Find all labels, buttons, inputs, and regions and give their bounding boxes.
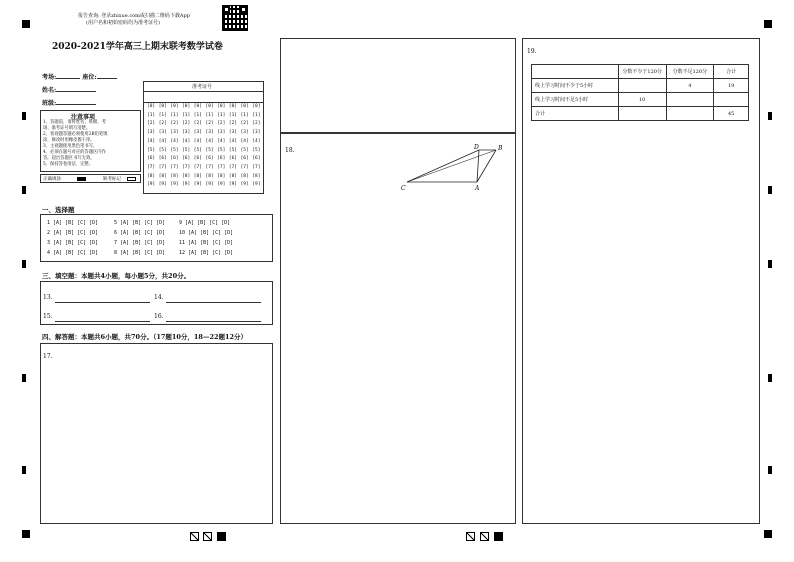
- exam-id-bubble[interactable]: [4]: [193, 138, 202, 144]
- name-field[interactable]: [42, 85, 96, 94]
- timing-mark: [22, 186, 26, 194]
- exam-id-bubble[interactable]: [8]: [240, 173, 249, 179]
- exam-id-bubble[interactable]: [9]: [205, 182, 214, 188]
- fill-answer-box: [40, 281, 273, 325]
- timing-mark: [768, 374, 772, 382]
- exam-id-bubble[interactable]: [2]: [182, 121, 191, 127]
- page-code-block: [494, 532, 503, 541]
- timing-mark: [22, 466, 26, 474]
- table-header-row: [532, 65, 749, 79]
- notes-line: 答，超出答题区书写无效。: [43, 156, 95, 161]
- exam-id-bubble[interactable]: [2]: [193, 121, 202, 127]
- exam-id-bubble[interactable]: [4]: [205, 138, 214, 144]
- exam-id-bubble[interactable]: [6]: [252, 156, 261, 162]
- exam-id-bubble[interactable]: [4]: [170, 138, 179, 144]
- table-cell: [714, 93, 749, 107]
- section-solve-title: 四、解答题：本题共6小题，共70分。（17题10分，18—22题12分）: [42, 333, 248, 341]
- exam-id-bubble[interactable]: [7]: [170, 164, 179, 170]
- table-cell: 4: [666, 79, 714, 93]
- table-cell: 线上学习时间不足5小时: [532, 93, 619, 107]
- q18-answer-box[interactable]: [280, 133, 516, 524]
- exam-id-bubble[interactable]: [2]: [217, 121, 226, 127]
- point-b-label: B: [498, 145, 503, 152]
- exam-id-bubble[interactable]: [5]: [147, 147, 156, 153]
- exam-id-bubble[interactable]: [1]: [182, 112, 191, 118]
- exam-id-grid: [143, 81, 264, 194]
- table-row: [532, 93, 749, 107]
- exam-id-bubble[interactable]: [1]: [217, 112, 226, 118]
- exam-id-bubble[interactable]: [4]: [217, 138, 226, 144]
- choice-question-row[interactable]: 7 [A] [B] [C] [D]: [114, 240, 166, 246]
- exam-id-bubble[interactable]: [4]: [240, 138, 249, 144]
- q17-answer-box[interactable]: [40, 343, 273, 524]
- exam-id-bubble[interactable]: [6]: [228, 156, 238, 162]
- exam-id-bubble[interactable]: [1]: [147, 112, 156, 118]
- table-row: [532, 79, 749, 93]
- exam-id-bubble[interactable]: [1]: [193, 112, 202, 118]
- choice-question-row[interactable]: 3 [A] [B] [C] [D]: [47, 240, 99, 246]
- page-code-slash-icon: [466, 532, 475, 541]
- notes-list: [43, 120, 107, 168]
- exam-id-bubble[interactable]: [6]: [240, 156, 249, 162]
- exam-id-bubble[interactable]: [3]: [205, 130, 214, 136]
- timing-mark: [22, 112, 26, 120]
- choice-question-row[interactable]: 4 [A] [B] [C] [D]: [47, 250, 99, 256]
- q15-answer-line[interactable]: [55, 321, 150, 322]
- exam-id-bubble[interactable]: [9]: [182, 182, 191, 188]
- notes-line: 5、保持答卷清洁、完整。: [43, 162, 93, 167]
- timing-mark: [22, 374, 26, 382]
- notes-line: 3、主观题使用黑色笔书写。: [43, 144, 98, 149]
- exam-id-bubble[interactable]: [2]: [170, 121, 179, 127]
- q18-label: 18.: [285, 147, 295, 154]
- exam-id-bubble[interactable]: [6]: [217, 156, 226, 162]
- choice-question-row[interactable]: 6 [A] [B] [C] [D]: [114, 230, 166, 236]
- exam-id-bubble[interactable]: [7]: [228, 164, 238, 170]
- exam-id-bubble[interactable]: [8]: [228, 173, 238, 179]
- timing-mark: [768, 186, 772, 194]
- q17-continued-box[interactable]: [280, 38, 516, 133]
- exam-id-bubble[interactable]: [0]: [182, 104, 191, 109]
- q19-contingency-table: [531, 64, 749, 121]
- corner-mark-tl: [22, 20, 30, 28]
- timing-mark: [768, 466, 772, 474]
- q16-answer-line[interactable]: [166, 321, 261, 322]
- correct-fill-label: 正确填涂: [43, 177, 61, 182]
- exam-id-bubble[interactable]: [2]: [147, 121, 156, 127]
- exam-id-bubble[interactable]: [9]: [147, 182, 156, 188]
- exam-id-bubble[interactable]: [7]: [217, 164, 226, 170]
- exam-id-bubble[interactable]: [3]: [147, 130, 156, 136]
- table-cell: 19: [714, 79, 749, 93]
- exam-id-bubble[interactable]: [1]: [240, 112, 249, 118]
- exam-id-bubbles: [144, 82, 263, 193]
- exam-id-bubble[interactable]: [0]: [193, 104, 202, 109]
- exam-id-bubble[interactable]: [4]: [228, 138, 238, 144]
- page-code-block: [217, 532, 226, 541]
- q13-label: 13.: [43, 294, 53, 301]
- exam-id-bubble[interactable]: [8]: [252, 173, 261, 179]
- exam-id-bubble[interactable]: [7]: [147, 164, 156, 170]
- table-cell: 线上学习时间不少于5小时: [532, 79, 619, 93]
- table-header-cell: 分数不少于120分: [618, 65, 666, 79]
- exam-id-bubble[interactable]: [7]: [182, 164, 191, 170]
- exam-id-bubble[interactable]: [0]: [170, 104, 179, 109]
- exam-id-bubble[interactable]: [8]: [147, 173, 156, 179]
- exam-id-bubble[interactable]: [8]: [158, 173, 167, 179]
- exam-id-bubble[interactable]: [6]: [193, 156, 202, 162]
- exam-id-bubble[interactable]: [8]: [182, 173, 191, 179]
- timing-mark: [22, 260, 26, 268]
- q19-answer-box[interactable]: [522, 38, 760, 524]
- exam-id-bubble[interactable]: [6]: [205, 156, 214, 162]
- table-cell: [666, 107, 714, 121]
- seat-label: 座位:: [82, 74, 97, 81]
- q18-triangle-figure: [399, 142, 509, 192]
- exam-id-bubble[interactable]: [4]: [147, 138, 156, 144]
- table-cell: [618, 79, 666, 93]
- choice-answer-box: [40, 214, 273, 262]
- exam-id-bubble[interactable]: [0]: [147, 104, 156, 109]
- exam-id-bubble[interactable]: [9]: [217, 182, 226, 188]
- exam-id-bubble[interactable]: [9]: [228, 182, 238, 188]
- choice-question-row[interactable]: 10 [A] [B] [C] [D]: [179, 230, 234, 236]
- exam-id-bubble[interactable]: [3]: [158, 130, 167, 136]
- corner-mark-tr: [764, 20, 772, 28]
- exam-id-bubble[interactable]: [0]: [252, 104, 261, 109]
- exam-id-bubble[interactable]: [6]: [158, 156, 167, 162]
- exam-id-bubble[interactable]: [5]: [217, 147, 226, 153]
- exam-id-bubble[interactable]: [1]: [228, 112, 238, 118]
- exam-id-bubble[interactable]: [5]: [170, 147, 179, 153]
- absent-mark-label: 缺考标记: [103, 177, 121, 182]
- class-label: 班级:: [42, 100, 57, 107]
- section-fill-title: 三、填空题：本题共4小题，每小题5分，共20分。: [42, 272, 191, 280]
- exam-id-bubble[interactable]: [1]: [158, 112, 167, 118]
- exam-id-bubble[interactable]: [5]: [193, 147, 202, 153]
- exam-id-bubble[interactable]: [5]: [158, 147, 167, 153]
- exam-id-bubble[interactable]: [7]: [252, 164, 261, 170]
- exam-id-bubble[interactable]: [3]: [240, 130, 249, 136]
- choice-question-row[interactable]: 8 [A] [B] [C] [D]: [114, 250, 166, 256]
- point-c-label: C: [401, 185, 406, 192]
- point-d-label: D: [474, 144, 479, 151]
- exam-id-bubble[interactable]: [2]: [205, 121, 214, 127]
- exam-id-bubble[interactable]: [5]: [182, 147, 191, 153]
- timing-mark: [768, 260, 772, 268]
- exam-id-bubble[interactable]: [5]: [252, 147, 261, 153]
- page-code-slash-icon: [480, 532, 489, 541]
- table-cell: 合计: [532, 107, 619, 121]
- q13-answer-line[interactable]: [55, 302, 150, 303]
- choice-question-row[interactable]: 12 [A] [B] [C] [D]: [179, 250, 234, 256]
- exam-id-bubble[interactable]: [3]: [228, 130, 238, 136]
- table-cell: [618, 107, 666, 121]
- exam-id-bubble[interactable]: [8]: [170, 173, 179, 179]
- exam-id-title: 准考证号: [192, 84, 213, 90]
- exam-id-bubble[interactable]: [9]: [240, 182, 249, 188]
- class-field[interactable]: [42, 98, 96, 107]
- exam-id-bubble[interactable]: [1]: [205, 112, 214, 118]
- choice-question-row[interactable]: 2 [A] [B] [C] [D]: [47, 230, 99, 236]
- choice-question-row[interactable]: 1 [A] [B] [C] [D]: [47, 220, 99, 226]
- exam-room-label: 考场:: [42, 74, 57, 81]
- exam-id-bubble[interactable]: [7]: [240, 164, 249, 170]
- exam-id-bubble[interactable]: [9]: [158, 182, 167, 188]
- exam-id-bubble[interactable]: [6]: [147, 156, 156, 162]
- notes-line: 1、答题前，请将姓名、班级、考: [43, 120, 106, 125]
- notes-line: 场、准考证号填写清楚。: [43, 126, 91, 131]
- choice-question-row[interactable]: 9 [A] [B] [C] [D]: [179, 220, 231, 226]
- notes-line: 涂，修改时用橡皮擦干净。: [43, 138, 95, 143]
- exam-id-bubble[interactable]: [7]: [158, 164, 167, 170]
- fill-legend: [40, 174, 141, 183]
- timing-mark: [768, 112, 772, 120]
- exam-id-bubble[interactable]: [5]: [205, 147, 214, 153]
- q16-label: 16.: [154, 313, 164, 320]
- exam-id-bubble[interactable]: [6]: [170, 156, 179, 162]
- exam-id-bubble[interactable]: [3]: [252, 130, 261, 136]
- choice-question-row[interactable]: 11 [A] [B] [C] [D]: [179, 240, 234, 246]
- exam-id-bubble[interactable]: [1]: [170, 112, 179, 118]
- exam-id-bubble[interactable]: [0]: [240, 104, 249, 109]
- table-header-cell: 合计: [714, 65, 749, 79]
- corner-mark-br: [764, 530, 772, 538]
- name-label: 姓名:: [42, 87, 57, 94]
- exam-id-bubble[interactable]: [2]: [228, 121, 238, 127]
- page-code-slash-icon: [190, 532, 199, 541]
- corner-mark-bl: [22, 530, 30, 538]
- exam-id-bubble[interactable]: [9]: [170, 182, 179, 188]
- table-header-cell: [532, 65, 619, 79]
- notes-line: 2、客观题答题必须使用2B铅笔填: [43, 132, 108, 137]
- exam-id-bubble[interactable]: [0]: [158, 104, 167, 109]
- exam-id-bubble[interactable]: [3]: [217, 130, 226, 136]
- notes-title: 注意事项: [71, 114, 96, 121]
- section-choice-title: 一、选择题: [42, 206, 75, 214]
- exam-id-bubble[interactable]: [2]: [158, 121, 167, 127]
- table-cell: 45: [714, 107, 749, 121]
- exam-id-bubble[interactable]: [7]: [193, 164, 202, 170]
- exam-room-field[interactable]: [42, 72, 142, 81]
- exam-id-bubble[interactable]: [0]: [228, 104, 238, 109]
- table-cell: [666, 93, 714, 107]
- page-title: 2020-2021学年高三上期末联考数学试卷: [52, 42, 223, 52]
- exam-id-bubble[interactable]: [8]: [193, 173, 202, 179]
- absent-mark-checkbox[interactable]: [127, 177, 136, 181]
- exam-id-bubble[interactable]: [0]: [217, 104, 226, 109]
- password-notice: (用户名和初始密码均为准考证号): [86, 20, 160, 26]
- exam-id-bubble[interactable]: [9]: [193, 182, 202, 188]
- table-cell: 10: [618, 93, 666, 107]
- report-notice: 报告查询: 登录zhixue.com或扫描二维码下载App: [78, 13, 190, 19]
- exam-id-bubble[interactable]: [5]: [228, 147, 238, 153]
- qr-code-icon: [222, 5, 248, 31]
- exam-id-bubble[interactable]: [4]: [252, 138, 261, 144]
- exam-id-bubble[interactable]: [3]: [170, 130, 179, 136]
- notes-box: [40, 110, 141, 172]
- exam-id-bubble[interactable]: [3]: [182, 130, 191, 136]
- exam-id-bubble[interactable]: [8]: [217, 173, 226, 179]
- exam-id-bubble[interactable]: [7]: [205, 164, 214, 170]
- exam-id-bubble[interactable]: [4]: [182, 138, 191, 144]
- exam-id-bubble[interactable]: [8]: [205, 173, 214, 179]
- choice-question-row[interactable]: 5 [A] [B] [C] [D]: [114, 220, 166, 226]
- table-header-cell: 分数不足120分: [666, 65, 714, 79]
- q17-label: 17.: [43, 353, 53, 360]
- point-a-label: A: [475, 185, 480, 192]
- exam-id-bubble[interactable]: [0]: [205, 104, 214, 109]
- q14-label: 14.: [154, 294, 164, 301]
- notes-line: 4、必须在题号对应的答题区内作: [43, 150, 106, 155]
- q14-answer-line[interactable]: [166, 302, 261, 303]
- exam-id-bubble[interactable]: [4]: [158, 138, 167, 144]
- q15-label: 15.: [43, 313, 53, 320]
- exam-id-bubble[interactable]: [5]: [240, 147, 249, 153]
- exam-id-bubble[interactable]: [2]: [240, 121, 249, 127]
- q19-label: 19.: [527, 48, 537, 55]
- exam-id-bubble[interactable]: [1]: [252, 112, 261, 118]
- exam-id-bubble[interactable]: [3]: [193, 130, 202, 136]
- exam-id-bubble[interactable]: [2]: [252, 121, 261, 127]
- exam-id-bubble[interactable]: [9]: [252, 182, 261, 188]
- page-code-slash-icon: [203, 532, 212, 541]
- choice-rows: [41, 215, 272, 261]
- table-row: [532, 107, 749, 121]
- exam-id-bubble[interactable]: [6]: [182, 156, 191, 162]
- correct-fill-sample: [77, 177, 86, 181]
